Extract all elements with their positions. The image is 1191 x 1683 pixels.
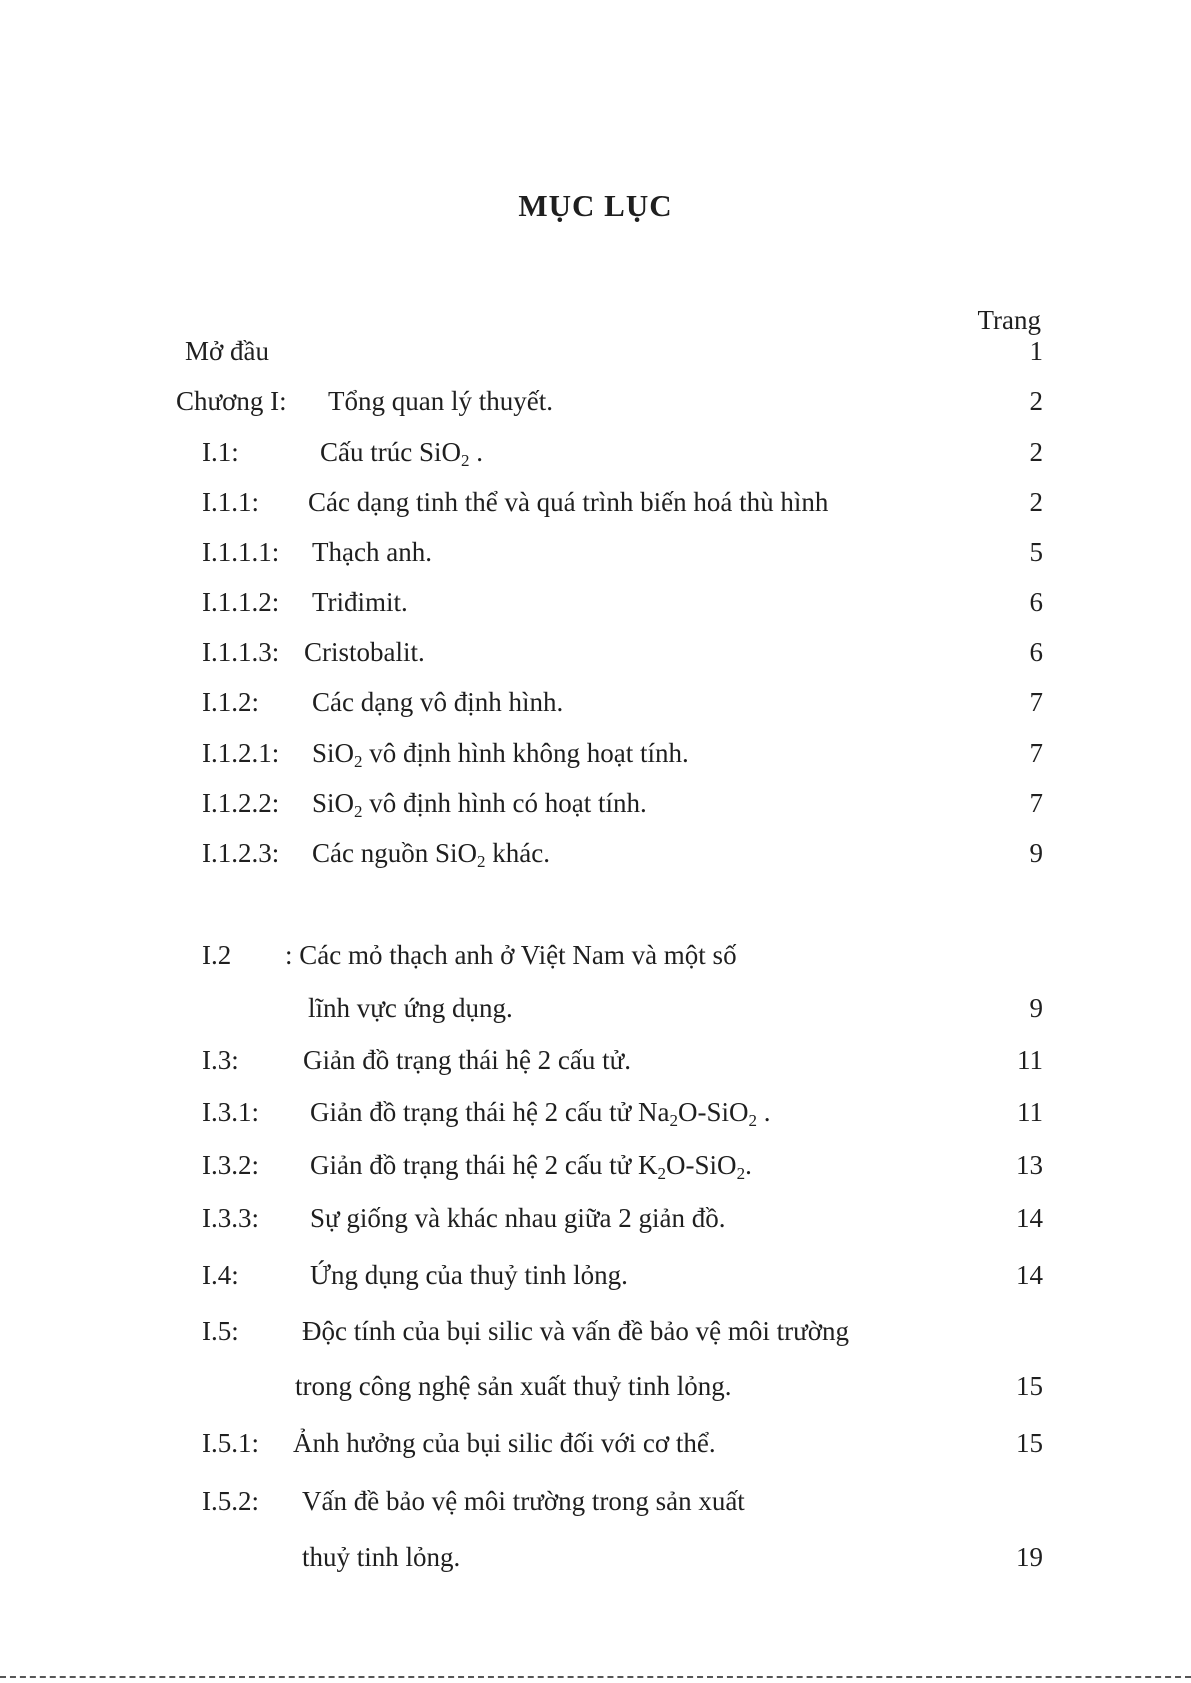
toc-entry-title: Các dạng vô định hình.	[312, 687, 564, 717]
toc-entry	[0, 482, 1191, 522]
toc-entry-page: 15	[1016, 1428, 1043, 1458]
toc-entry-title: Độc tính của bụi silic và vấn đề bảo vệ môi trường	[302, 1316, 850, 1346]
toc-entry	[0, 381, 1191, 421]
toc-entry-title: Triđimit.	[312, 587, 408, 617]
toc-entry-title: Sự giống và khác nhau giữa 2 giản đồ.	[310, 1203, 726, 1233]
toc-entry-page: 15	[1016, 1371, 1043, 1401]
toc-entry	[0, 432, 1191, 472]
toc-entry-page: 2	[1029, 437, 1043, 467]
toc-entry-title: Cấu trúc SiO$_2$ .	[320, 437, 483, 470]
toc-entry-number: I.1.1.2:	[202, 587, 280, 617]
toc-entry-number: I.5:	[202, 1316, 239, 1346]
toc-entry	[0, 1198, 1191, 1238]
toc-entry-number: I.5.2:	[202, 1486, 259, 1516]
toc-entry-number: I.4:	[202, 1260, 239, 1290]
toc-entry-number: I.5.1:	[202, 1428, 259, 1458]
toc-entry	[0, 1145, 1191, 1185]
toc-entry	[0, 1311, 1191, 1351]
toc-entry-page: 14	[1016, 1260, 1043, 1290]
toc-entry-number: I.2	[202, 940, 232, 970]
toc-entry-title: Các nguồn SiO$_2$ khác.	[312, 838, 550, 871]
toc-entry	[0, 1366, 1191, 1406]
toc-entry	[0, 532, 1191, 572]
toc-entry-page: 6	[1029, 587, 1043, 617]
toc-entry	[0, 1092, 1191, 1132]
toc-entry-page: 14	[1016, 1203, 1043, 1233]
toc-entry	[0, 682, 1191, 722]
toc-entry-page: 11	[1017, 1097, 1043, 1127]
toc-entry-page: 1	[1029, 336, 1043, 366]
toc-entry	[0, 1040, 1191, 1080]
toc-entry-number: I.3.3:	[202, 1203, 259, 1233]
toc-entry-title: Tổng quan lý thuyết.	[328, 386, 553, 416]
toc-entry-title: Cristobalit.	[304, 637, 425, 667]
toc-entry-title: SiO$_2$ vô định hình không hoạt tính.	[312, 738, 689, 771]
toc-entry-number: I.3:	[202, 1045, 239, 1075]
toc-entry	[0, 783, 1191, 823]
toc-entry	[0, 733, 1191, 773]
toc-entry-page: 5	[1029, 537, 1043, 567]
toc-entry-page: 6	[1029, 637, 1043, 667]
toc-entry-title: Giản đồ trạng thái hệ 2 cấu tử $Na_2O-SiO_2$ .	[310, 1097, 771, 1130]
toc-entry-title: trong công nghệ sản xuất thuỷ tinh lỏng.	[295, 1371, 732, 1401]
toc-entry-number: I.1.1.1:	[202, 537, 280, 567]
toc-entry-title: thuỷ tinh lỏng.	[302, 1542, 461, 1572]
toc-entry-page: 2	[1029, 487, 1043, 517]
toc-entry	[0, 1423, 1191, 1463]
toc-entry-number: I.1.1.3:	[202, 637, 280, 667]
toc-entry-title: Ảnh hưởng của bụi silic đối với cơ thể.	[293, 1428, 716, 1458]
toc-entry-number: I.1.1:	[202, 487, 259, 517]
toc-entry-page: 7	[1029, 788, 1043, 818]
toc-entry-page: 7	[1029, 738, 1043, 768]
toc-entry	[0, 833, 1191, 873]
toc-entry	[0, 331, 1191, 371]
toc-entry-title: : Các mỏ thạch anh ở Việt Nam và một số	[285, 940, 737, 970]
toc-entry-title: Thạch anh.	[312, 537, 432, 567]
toc-entry-number: I.1.2.2:	[202, 788, 280, 818]
toc-entry	[0, 988, 1191, 1028]
toc-entry-number: I.1.2:	[202, 687, 259, 717]
toc-entry-page: 11	[1017, 1045, 1043, 1075]
toc-entry-title: Ứng dụng của thuỷ tinh lỏng.	[310, 1260, 628, 1290]
toc-entry-title: Các dạng tinh thể và quá trình biến hoá thù hình	[308, 487, 829, 517]
toc-entry-page: 13	[1016, 1150, 1043, 1180]
toc-entry-title: Giản đồ trạng thái hệ 2 cấu tử $K_2O-SiO_2$.	[310, 1150, 752, 1183]
toc-entry	[0, 1481, 1191, 1521]
page-column-header: Trang	[977, 305, 1041, 335]
toc-entry-title: Giản đồ trạng thái hệ 2 cấu tử.	[303, 1045, 632, 1075]
toc-entry	[0, 1537, 1191, 1577]
toc-entry-number: I.1:	[202, 437, 239, 467]
toc-entry-page: 9	[1029, 993, 1043, 1023]
toc-entry-page: 19	[1016, 1542, 1043, 1572]
toc-entry-number: I.1.2.1:	[202, 738, 280, 768]
toc-entry-title: lĩnh vực ứng dụng.	[308, 993, 513, 1023]
toc-entry-number: Chương I:	[176, 386, 287, 416]
toc-entry-page: 7	[1029, 687, 1043, 717]
toc-entry-title: Mở đầu	[185, 336, 270, 366]
toc-entry-title: SiO$_2$ vô định hình có hoạt tính.	[312, 788, 647, 821]
page-title: MỤC LỤC	[518, 188, 673, 223]
toc-entry	[0, 632, 1191, 672]
page-bottom-edge	[0, 1676, 1191, 1678]
toc-entry-title: Vấn đề bảo vệ môi trường trong sản xuất	[302, 1486, 745, 1516]
toc-entry-page: 2	[1029, 386, 1043, 416]
toc-entry-number: I.3.1:	[202, 1097, 259, 1127]
toc-entry-page: 9	[1029, 838, 1043, 868]
toc-entry	[0, 935, 1191, 975]
toc-entry-number: I.1.2.3:	[202, 838, 280, 868]
toc-entry-number: I.3.2:	[202, 1150, 259, 1180]
toc-entry	[0, 1255, 1191, 1295]
toc-entry	[0, 582, 1191, 622]
